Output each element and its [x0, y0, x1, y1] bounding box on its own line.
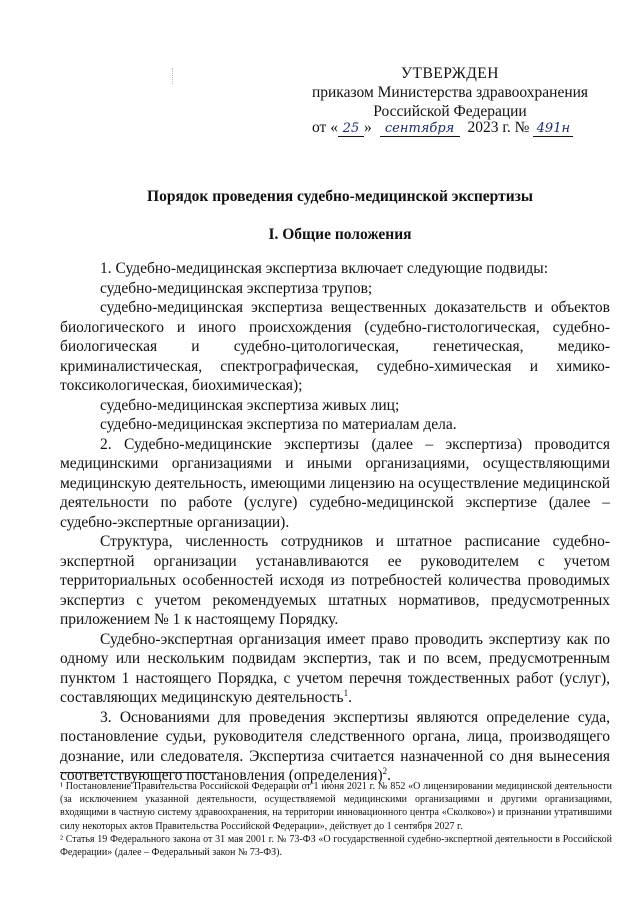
- footnote-2: ² Статья 19 Федерального закона от 31 мая 2001 г. № 73-ФЗ «О государственной судебно-экспертной деятельности в Российской Федерации» (далее – Федеральный закон № 73-ФЗ).: [60, 833, 612, 859]
- footnote-ref-2[interactable]: 2: [382, 765, 388, 776]
- paragraph-1-item-3: судебно-медицинская экспертиза живых лиц;: [100, 396, 400, 414]
- paragraph-2: 2. Судебно-медицинские экспертизы (далее – экспертиза) проводится медицинскими организациями и иными организациями, осуществляющими медицинскую деятельность, имеющими лицензию на осуществление медицинской деятельности по работе (услуге) судебно-медицинской экспертизе (далее – судебно-экспертные организации).: [60, 435, 610, 531]
- approval-block: [300, 64, 600, 121]
- paragraph-3-end: .: [387, 767, 391, 784]
- paragraph-1: 1. Судебно-медицинская экспертиза включает следующие подвиды:: [100, 260, 549, 277]
- paragraph-1-item-4: судебно-медицинская экспертиза по материалам дела.: [100, 416, 457, 433]
- footnote-separator: [60, 772, 218, 773]
- handwritten-order-number: 491н: [533, 121, 573, 137]
- approval-line-federation: Российской Федерации: [373, 103, 527, 120]
- date-year: 2023 г. №: [467, 119, 530, 136]
- handwritten-day: 25: [338, 121, 364, 137]
- document-title: Порядок проведения судебно-медицинской экспертизы: [147, 188, 533, 205]
- handwritten-month: сентября: [380, 121, 460, 137]
- scan-mark: [172, 68, 174, 84]
- section-title: I. Общие положения: [268, 226, 412, 243]
- date-close-quote: »: [363, 119, 372, 136]
- approval-line-ministry: приказом Министерства здравоохранения: [311, 84, 589, 101]
- footnotes: [60, 780, 612, 859]
- footnote-1: ¹ Постановление Правительства Российской Федерации от 1 июня 2021 г. № 852 «О лицензировании медицинской деятельности (за исключением указанной деятельности, осуществляемой медицинскими организациями и другими организациями, входящими в частную систему здравоохранения, на территории инновационного центра «Сколково») и признании утратившими силу некоторых актов Правительства Российской Федерации», действует до 1 сентября 2027 г.: [60, 781, 612, 832]
- paragraph-3: [60, 708, 610, 786]
- paragraph-1-item-2: судебно-медицинская экспертиза вещественных доказательств и объектов биологического и иного происхождения (судебно-гистологическая, судебно-биологическая и судебно-цитологическая, генетическая, медико-криминалистическая, спектрографическая, судебно-химическая и химико-токсикологическая, биохимическая);: [60, 299, 610, 394]
- paragraph-2-structure: Структура, численность сотрудников и штатное расписание судебно-экспертной организации устанавливаются ее руководителем с учетом территориальных особенностей исходя из потребностей количества проводимых экспертиз с учетом рекомендуемых штатных нормативов, предусмотренных приложением № 1 к настоящему Порядку.: [60, 533, 610, 628]
- paragraph-2-rights-text: Судебно-экспертная организация имеет право проводить экспертизу как по одному или нескольким подвидам экспертиз, так и по всем, предусмотренным пунктом 1 настоящего Порядка, с учетом перечня тождественных работ (услуг), составляющих медицинскую деятельность: [60, 630, 610, 706]
- approval-title: УТВЕРЖДЕН: [401, 65, 499, 82]
- document-body: [60, 259, 610, 786]
- footnote-ref-1[interactable]: 1: [343, 687, 349, 698]
- paragraph-2-rights: [60, 630, 610, 708]
- paragraph-3-text: 3. Основаниями для проведения экспертизы являются определение суда, постановление судьи, руководителя следственного органа, лица, производящего дознание, или следователя. Экспертиза считается назначенной со дня вынесения соответствующего постановления (определения): [60, 708, 610, 784]
- date-prefix: от «: [312, 119, 338, 136]
- paragraph-1-item-1: судебно-медицинская экспертиза трупов;: [100, 279, 373, 297]
- order-date-line: [312, 118, 612, 137]
- paragraph-2-rights-end: .: [348, 689, 352, 706]
